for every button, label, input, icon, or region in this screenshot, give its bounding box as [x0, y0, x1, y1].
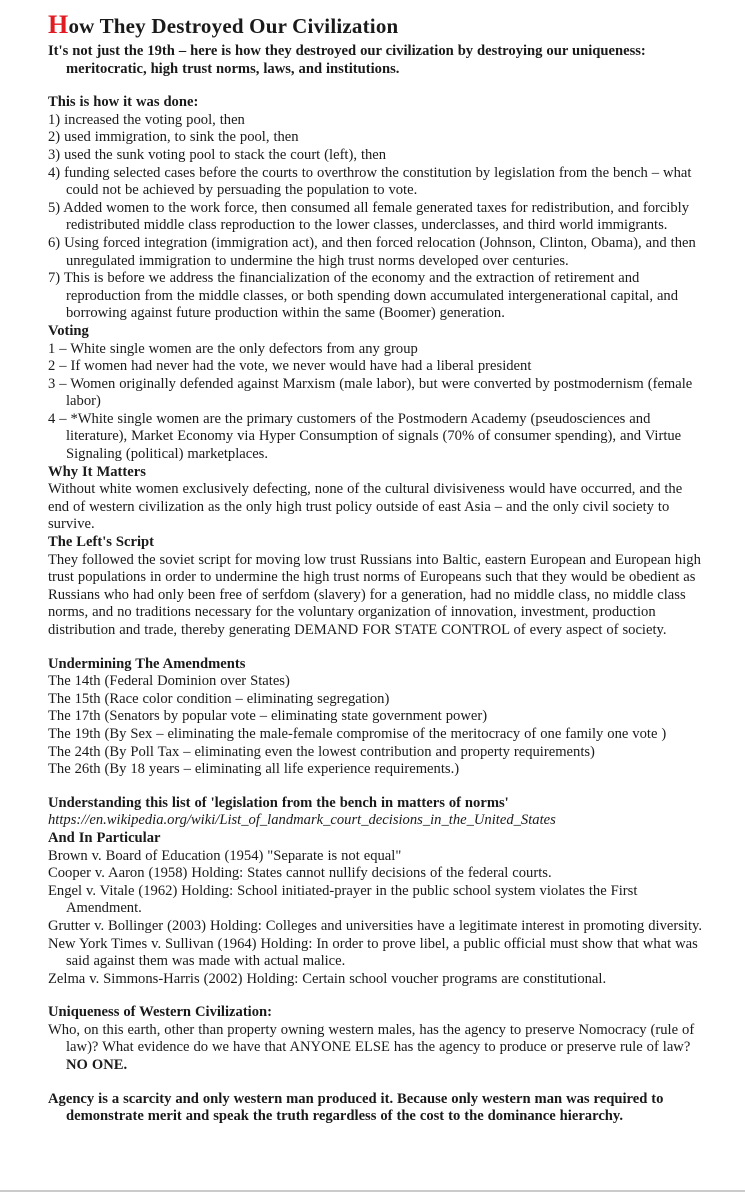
list-item: 5) Added women to the work force, then consumed all female generated taxes for redistribution, and forcibly redistributed middle class reproduction to the lower classes, underclasses, and third world immigrants.: [48, 199, 690, 234]
list-item: The 15th (Race color condition – eliminating segregation): [48, 690, 390, 707]
section-heading: And In Particular: [48, 829, 161, 846]
body-paragraph: Without white women exclusively defecting, none of the cultural divisiveness would have occurred, and the end of western civilization as the only high trust policy outside of east Asia – and the only civil society to survive.: [48, 481, 683, 533]
list-item: The 17th (Senators by popular vote – eliminating state government power): [48, 708, 488, 725]
court-case: New York Times v. Sullivan (1964) Holding: In order to prove libel, a public official must show that what was said against them was made with actual malice.: [48, 935, 698, 970]
list-item: 7) This is before we address the financialization of the economy and the extraction of retirement and reproduction from the middle classes, or both spending down accumulated intergenerational capital, and borrowing against future production within the same (Boomer) generation.: [48, 270, 679, 322]
list-item: 6) Using forced integration (immigration act), and then forced relocation (Johnson, Clinton, Obama), and then unregulated immigration to undermine the high trust norms developed over centuries.: [48, 234, 696, 269]
document-body: [48, 43, 703, 1126]
body-paragraph: They followed the soviet script for moving low trust Russians into Baltic, eastern European and European high trust populations in order to undermine the high trust norms of Europeans such that they would be obedient as Russians who had only been free of serfdom (slavery) for a generation, had no middle class, no middle class norms, and no traditions necessary for the voluntary organization of innovation, investment, production distribution and trade, thereby generating DEMAND FOR STATE CONTROL of every aspect of society.: [48, 551, 701, 638]
intro-paragraph: It's not just the 19th – here is how they destroyed our civilization by destroying our uniqueness: meritocratic, high trust norms, laws, and institutions.: [48, 43, 646, 77]
list-item: 4 – *White single women are the primary customers of the Postmodern Academy (pseudosciences and literature), Market Economy via Hyper Consumption of signals (70% of consumer spending), and Virtue Signaling (political) marketplaces.: [48, 410, 682, 463]
title-text: ow They Destroyed Our Civilization: [68, 14, 399, 38]
section-heading: Why It Matters: [48, 463, 146, 480]
list-item: The 24th (By Poll Tax – eliminating even the lowest contribution and property requirements): [48, 743, 595, 760]
list-item: 2) used immigration, to sink the pool, then: [48, 129, 299, 146]
list-item: 1 – White single women are the only defectors from any group: [48, 340, 418, 357]
text-run: Who, on this earth, other than property owning western males, has the agency to preserve Nomocracy (rule of law)? What evidence do we have that ANYONE ELSE has the agency to produce or preserve rule of law?: [48, 1021, 695, 1056]
list-item: 3 – Women originally defended against Marxism (male labor), but were converted by postmodernism (female labor): [48, 375, 693, 410]
title-drop-cap: H: [48, 10, 69, 39]
list-item: The 26th (By 18 years – eliminating all life experience requirements.): [48, 761, 460, 778]
list-item: The 19th (By Sex – eliminating the male-female compromise of the meritocracy of one family one vote ): [48, 725, 667, 742]
page-title: [48, 10, 703, 39]
body-paragraph: [48, 1022, 703, 1075]
closing-paragraph: Agency is a scarcity and only western man produced it. Because only western man was required to demonstrate merit and speak the truth regardless of the cost to the dominance hierarchy.: [48, 1090, 664, 1125]
court-case: Engel v. Vitale (1962) Holding: School initiated-prayer in the public school system violates the First Amendment.: [48, 882, 638, 917]
court-case: Zelma v. Simmons-Harris (2002) Holding: Certain school voucher programs are constitutional.: [48, 970, 607, 987]
list-item: 3) used the sunk voting pool to stack the court (left), then: [48, 146, 387, 163]
section-heading: Understanding this list of 'legislation from the bench in matters of norms': [48, 794, 509, 811]
section-heading: Voting: [48, 322, 89, 339]
list-item: The 14th (Federal Dominion over States): [48, 673, 290, 690]
text-run: NO ONE.: [66, 1057, 128, 1074]
court-case: Cooper v. Aaron (1958) Holding: States cannot nullify decisions of the federal courts.: [48, 865, 552, 882]
list-item: 1) increased the voting pool, then: [48, 111, 245, 128]
list-item: 4) funding selected cases before the courts to overthrow the constitution by legislation from the bench – what could not be achieved by persuading the population to vote.: [48, 164, 692, 199]
court-case: Grutter v. Bollinger (2003) Holding: Colleges and universities have a legitimate interest in promoting diversity.: [48, 917, 703, 934]
section-heading: Uniqueness of Western Civilization:: [48, 1004, 273, 1021]
wikipedia-url[interactable]: https://en.wikipedia.org/wiki/List_of_landmark_court_decisions_in_the_United_States: [48, 812, 556, 829]
bottom-divider: [0, 1190, 745, 1192]
section-heading: The Left's Script: [48, 534, 154, 551]
court-case: Brown v. Board of Education (1954) "Separate is not equal": [48, 847, 402, 864]
list-item: 2 – If women had never had the vote, we never would have had a liberal president: [48, 358, 532, 375]
section-heading: This is how it was done:: [48, 94, 199, 111]
section-heading: Undermining The Amendments: [48, 655, 246, 672]
